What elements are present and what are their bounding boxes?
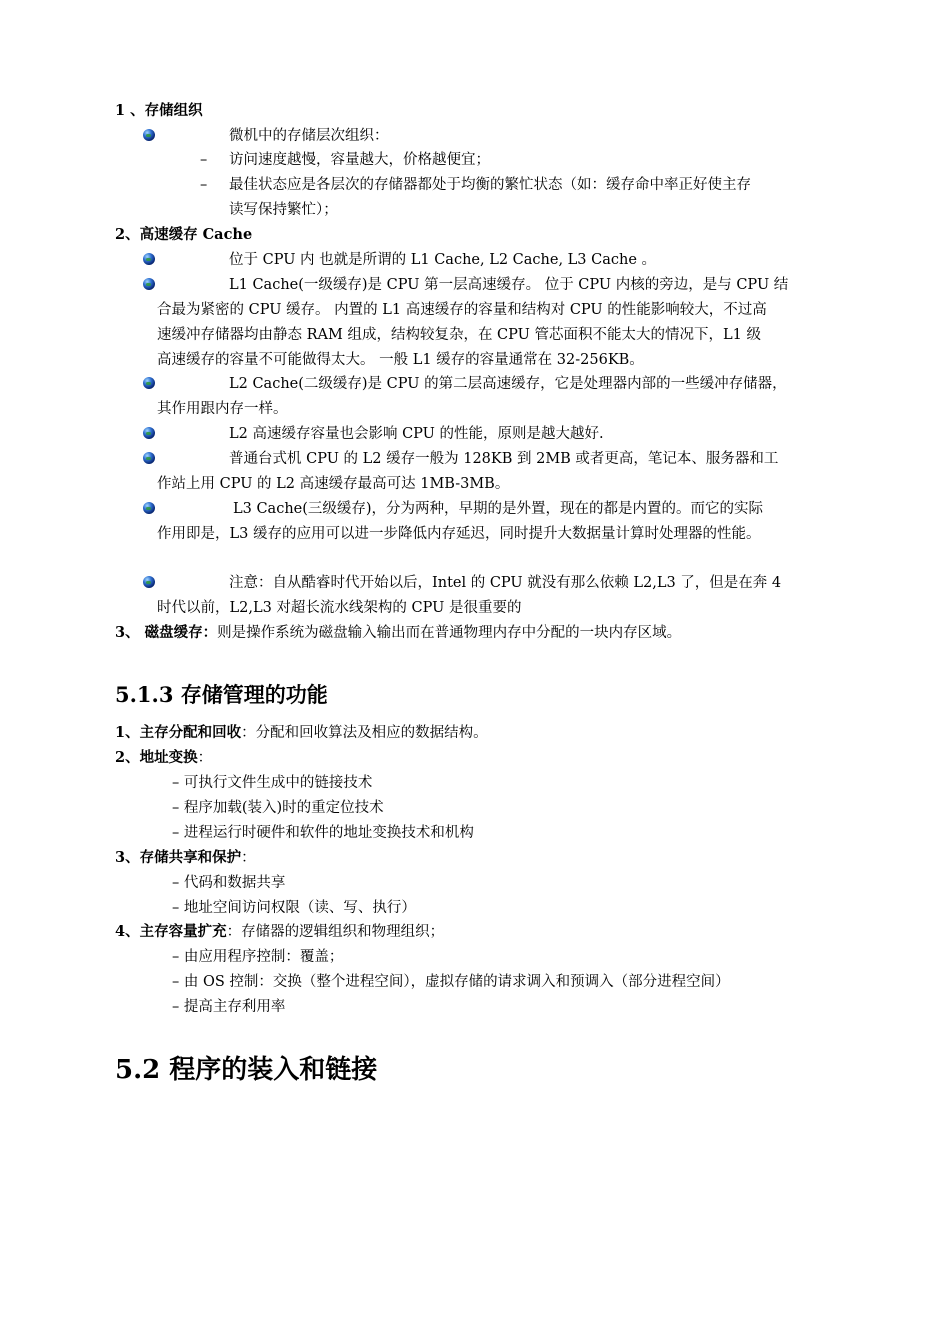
bullet-text: 注意：自从酷睿时代开始以后，Intel 的 CPU 就没有那么依赖 L2,L3 了，但是在奔 4 (229, 575, 782, 591)
bullet-text: L2 高速缓存容量也会影响 CPU 的性能，原则是越大越好. (229, 426, 604, 442)
sub-item: – 代码和数据共享 (172, 875, 286, 891)
sub-item: – 由应用程序控制：覆盖； (172, 949, 344, 965)
bullet-text-continued: 其作用跟内存一样。 (157, 401, 288, 417)
dash-bullet-icon: – (200, 177, 208, 193)
section-title-5-2: 5.2 程序的装入和链接 (115, 1055, 378, 1085)
globe-bullet-icon (143, 278, 155, 290)
bullet-text-continued: 时代以前，L2,L3 对超长流水线架构的 CPU 是很重要的 (157, 600, 522, 616)
globe-bullet-icon (143, 576, 155, 588)
sub-item: – 程序加载(装入)时的重定位技术 (172, 800, 384, 816)
globe-bullet-icon (143, 253, 155, 265)
bullet-text: 位于 CPU 内 也就是所谓的 L1 Cache, L2 Cache, L3 Cache 。 (229, 252, 657, 268)
globe-bullet-icon (143, 377, 155, 389)
section-title-5-1-3: 5.1.3 存储管理的功能 (115, 682, 328, 707)
function-item-4 (115, 920, 444, 944)
globe-bullet-icon (143, 452, 155, 464)
bullet-text-continued: 合最为紧密的 CPU 缓存。 内置的 L1 高速缓存的容量和结构对 CPU 的性能影响较大，不过高 (157, 302, 767, 318)
function-item-label: 4、主存容量扩充 (115, 923, 227, 940)
function-item-label: 3、存储共享和保护 (115, 849, 242, 866)
sub-item: – 提高主存利用率 (172, 999, 286, 1015)
sub-item: – 地址空间访问权限（读、写、执行） (172, 900, 416, 916)
function-item-3 (115, 846, 256, 870)
sub-item: – 进程运行时硬件和软件的地址变换技术和机构 (172, 825, 474, 841)
function-item-1 (115, 721, 488, 745)
bullet-text: L3 Cache(三级缓存)，分为两种，早期的是外置，现在的都是内置的。而它的实际 (233, 501, 764, 517)
bullet-text: L2 Cache(二级缓存)是 CPU 的第二层高速缓存，它是处理器内部的一些缓冲存储器， (229, 376, 787, 392)
dash-text: 最佳状态应是各层次的存储器都处于均衡的繁忙状态（如：缓存命中率正好使主存 (229, 177, 751, 193)
disk-cache-label: 3、 磁盘缓存： (115, 624, 218, 641)
disk-cache-text: 则是操作系统为磁盘输入输出而在普通物理内存中分配的一块内存区域。 (217, 625, 682, 641)
disk-cache-paragraph (115, 621, 681, 645)
dash-text: 访问速度越慢，容量越大，价格越便宜； (229, 152, 490, 168)
function-item-text: ：存储器的逻辑组织和物理组织； (226, 924, 445, 940)
function-item-text: ：分配和回收算法及相应的数据结构。 (241, 725, 488, 741)
bullet-text: 普通台式机 CPU 的 L2 缓存一般为 128KB 到 2MB 或者更高，笔记本、服务器和工 (229, 451, 779, 467)
globe-bullet-icon (143, 129, 155, 141)
sub-item: – 可执行文件生成中的链接技术 (172, 775, 373, 791)
bullet-text-continued: 作站上用 CPU 的 L2 高速缓存最高可达 1MB-3MB。 (157, 476, 510, 492)
dash-text-continued: 读写保持繁忙）； (229, 202, 338, 218)
bullet-text-continued: 作用即是，L3 缓存的应用可以进一步降低内存延迟，同时提升大数据量计算时处理器的性能。 (157, 526, 761, 542)
cache-heading: 2、高速缓存 Cache (115, 226, 253, 243)
function-item-text: ： (241, 850, 256, 866)
function-item-label: 2、地址变换 (115, 749, 198, 766)
dash-bullet-icon: – (200, 152, 208, 168)
function-item-label: 1、主存分配和回收 (115, 724, 242, 741)
bullet-text: 微机中的存储层次组织： (229, 128, 389, 144)
bullet-text-continued: 速缓冲存储器均由静态 RAM 组成，结构较复杂，在 CPU 管芯面积不能太大的情况下，L1 级 (157, 327, 761, 343)
function-item-text: ： (197, 750, 213, 766)
function-item-2 (115, 746, 212, 770)
bullet-text-continued: 高速缓存的容量不可能做得太大。 一般 L1 缓存的容量通常在 32-256KB。 (157, 352, 644, 368)
sub-item: – 由 OS 控制：交换（整个进程空间），虚拟存储的请求调入和预调入（部分进程空间） (172, 974, 730, 990)
globe-bullet-icon (143, 502, 155, 514)
globe-bullet-icon (143, 427, 155, 439)
bullet-text: L1 Cache(一级缓存)是 CPU 第一层高速缓存。 位于 CPU 内核的旁边，是与 CPU 结 (229, 277, 789, 293)
storage-organization-heading: 1 、存储组织 (115, 102, 203, 119)
